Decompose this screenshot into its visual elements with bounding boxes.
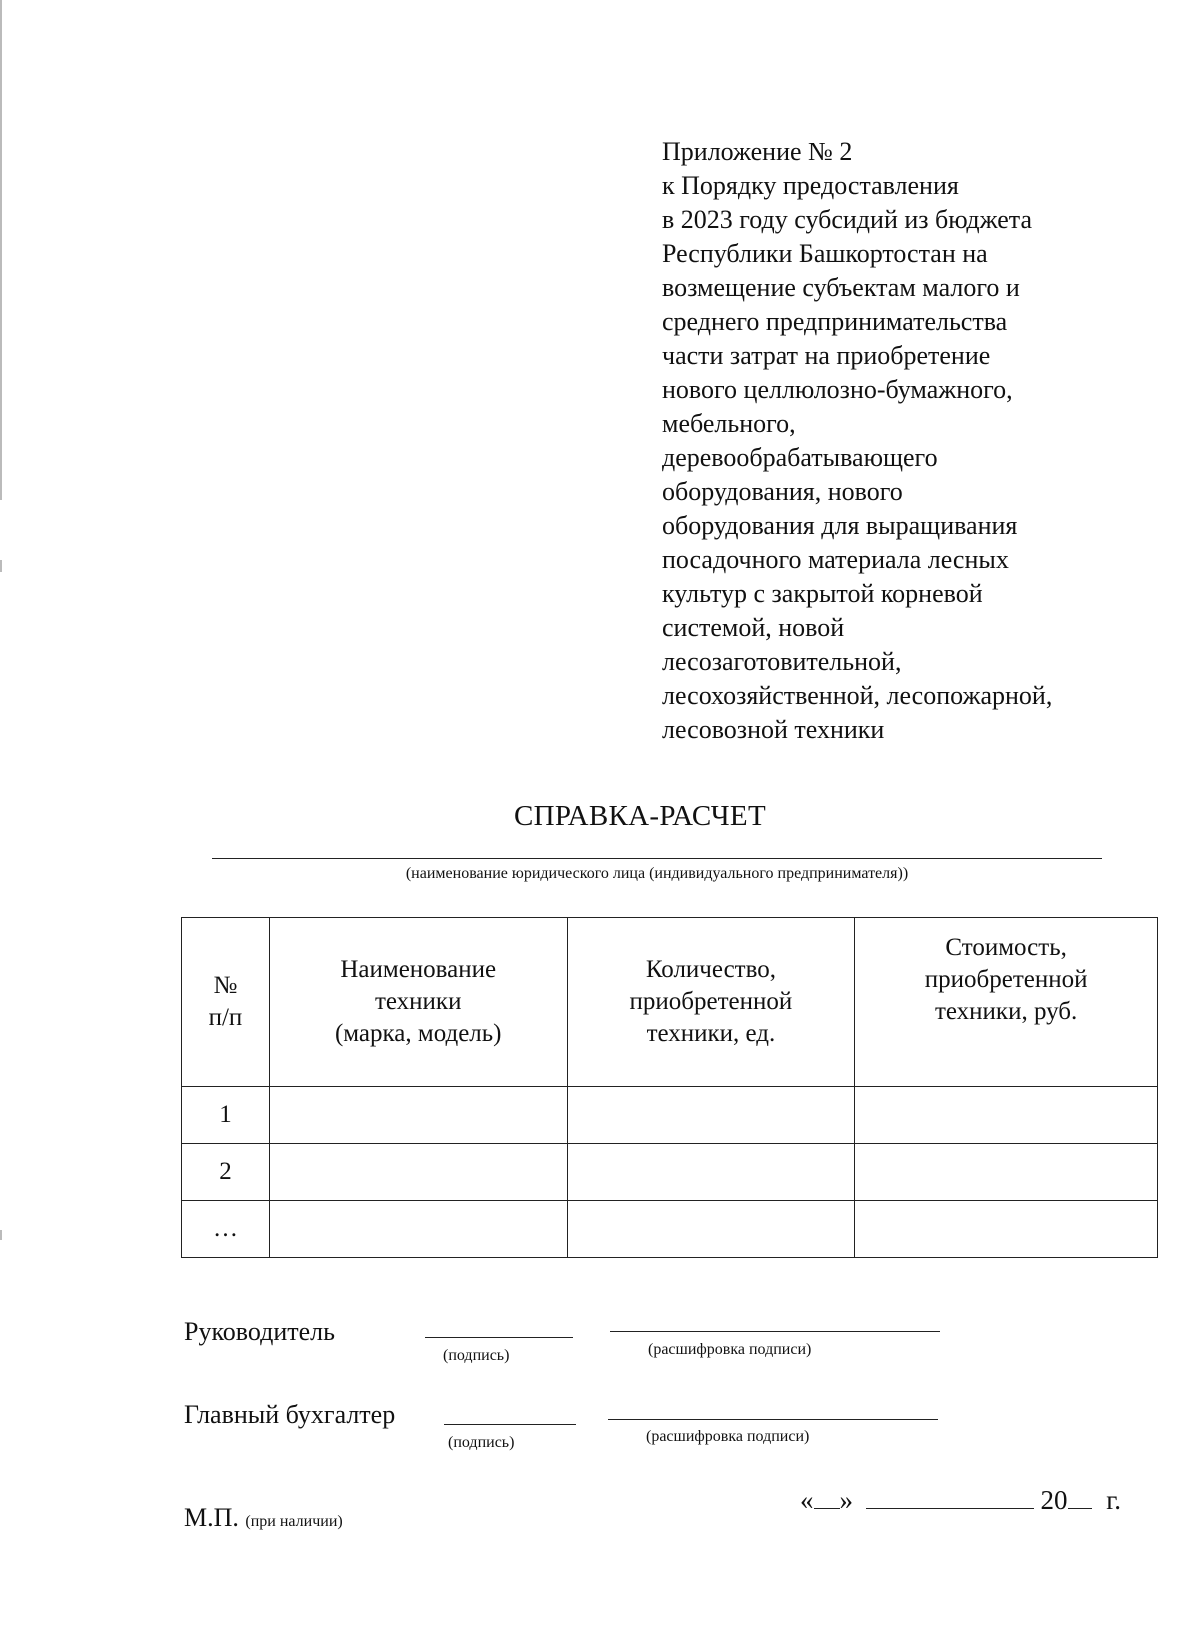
document-title: СПРАВКА-РАСЧЕТ <box>514 800 766 832</box>
stamp-place <box>184 1503 343 1533</box>
header-text: Стоимость, <box>945 934 1067 961</box>
header-text: техники <box>374 988 462 1015</box>
scan-edge-mark <box>0 1230 2 1240</box>
header-text: п/п <box>208 1004 243 1031</box>
date-close-quote: » <box>839 1485 853 1515</box>
appendix-line: к Порядку предоставления <box>662 171 959 200</box>
appendix-line: культур с закрытой корневой <box>662 579 983 608</box>
appendix-line: возмещение субъектам малого и <box>662 273 1020 302</box>
header-name <box>269 918 567 1087</box>
head-label: Руководитель <box>184 1317 335 1346</box>
table-row <box>182 1087 1158 1144</box>
header-cost <box>855 918 1158 1087</box>
accountant-label: Главный бухгалтер <box>184 1400 396 1429</box>
appendix-line: части затрат на приобретение <box>662 341 991 370</box>
scan-edge-mark <box>0 0 2 500</box>
cell-cost[interactable] <box>855 1144 1158 1201</box>
cell-cost[interactable] <box>855 1087 1158 1144</box>
appendix-line: нового целлюлозно-бумажного, <box>662 375 1013 404</box>
table-row <box>182 1144 1158 1201</box>
appendix-line: Приложение № 2 <box>662 137 853 166</box>
table-row <box>182 1201 1158 1258</box>
date-month-blank[interactable] <box>866 1486 1034 1509</box>
entity-name-caption: (наименование юридического лица (индивидуального предпринимателя)) <box>405 865 909 882</box>
date-open-quote: « <box>800 1485 814 1515</box>
row-number: … <box>182 1201 270 1258</box>
appendix-line: оборудования для выращивания <box>662 511 1018 540</box>
row-number: 2 <box>182 1144 270 1201</box>
header-text: техники, руб. <box>934 998 1078 1025</box>
header-text: Количество, <box>645 956 776 983</box>
scan-edge-mark <box>0 560 2 572</box>
date-field <box>800 1485 1121 1516</box>
stamp-label: М.П. <box>184 1503 239 1532</box>
date-year-prefix: 20 <box>1040 1485 1068 1515</box>
accountant-signature-line[interactable] <box>444 1424 576 1425</box>
appendix-header <box>662 135 1162 747</box>
appendix-line: Республики Башкортостан на <box>662 239 988 268</box>
appendix-line: лесовозной техники <box>662 715 885 744</box>
appendix-line: системой, новой <box>662 613 845 642</box>
header-text: (марка, модель) <box>334 1020 502 1047</box>
cell-cost[interactable] <box>855 1201 1158 1258</box>
stamp-note: (при наличии) <box>245 1513 343 1530</box>
cell-name[interactable] <box>269 1201 567 1258</box>
header-num <box>182 918 270 1087</box>
date-year-blank[interactable] <box>1068 1486 1092 1509</box>
header-text: приобретенной <box>629 988 793 1015</box>
head-signature-caption: (подпись) <box>443 1347 510 1364</box>
appendix-line: в 2023 году субсидий из бюджета <box>662 205 1032 234</box>
appendix-line: оборудования, нового <box>662 477 903 506</box>
header-quantity <box>567 918 855 1087</box>
header-text: Наименование <box>340 956 497 983</box>
calculation-table <box>181 917 1158 1258</box>
head-signature-line[interactable] <box>425 1337 573 1338</box>
appendix-line: лесохозяйственной, лесопожарной, <box>662 681 1053 710</box>
cell-quantity[interactable] <box>567 1201 855 1258</box>
appendix-line: лесозаготовительной, <box>662 647 902 676</box>
date-year-suffix: г. <box>1106 1485 1122 1515</box>
head-decode-caption: (расшифровка подписи) <box>648 1341 812 1358</box>
header-text: № <box>213 972 238 999</box>
entity-name-line[interactable] <box>212 858 1102 859</box>
header-text: техники, ед. <box>646 1020 776 1047</box>
accountant-decode-line[interactable] <box>608 1419 938 1420</box>
head-decode-line[interactable] <box>610 1331 940 1332</box>
cell-quantity[interactable] <box>567 1144 855 1201</box>
appendix-line: мебельного, <box>662 409 796 438</box>
table-header-row <box>182 918 1158 1087</box>
header-text: приобретенной <box>924 966 1088 993</box>
appendix-line: деревообрабатывающего <box>662 443 938 472</box>
accountant-signature-caption: (подпись) <box>448 1434 515 1451</box>
cell-quantity[interactable] <box>567 1087 855 1144</box>
appendix-line: посадочного материала лесных <box>662 545 1009 574</box>
accountant-decode-caption: (расшифровка подписи) <box>646 1428 810 1445</box>
row-number: 1 <box>182 1087 270 1144</box>
date-day-blank[interactable] <box>814 1486 840 1509</box>
cell-name[interactable] <box>269 1087 567 1144</box>
appendix-line: среднего предпринимательства <box>662 307 1008 336</box>
cell-name[interactable] <box>269 1144 567 1201</box>
